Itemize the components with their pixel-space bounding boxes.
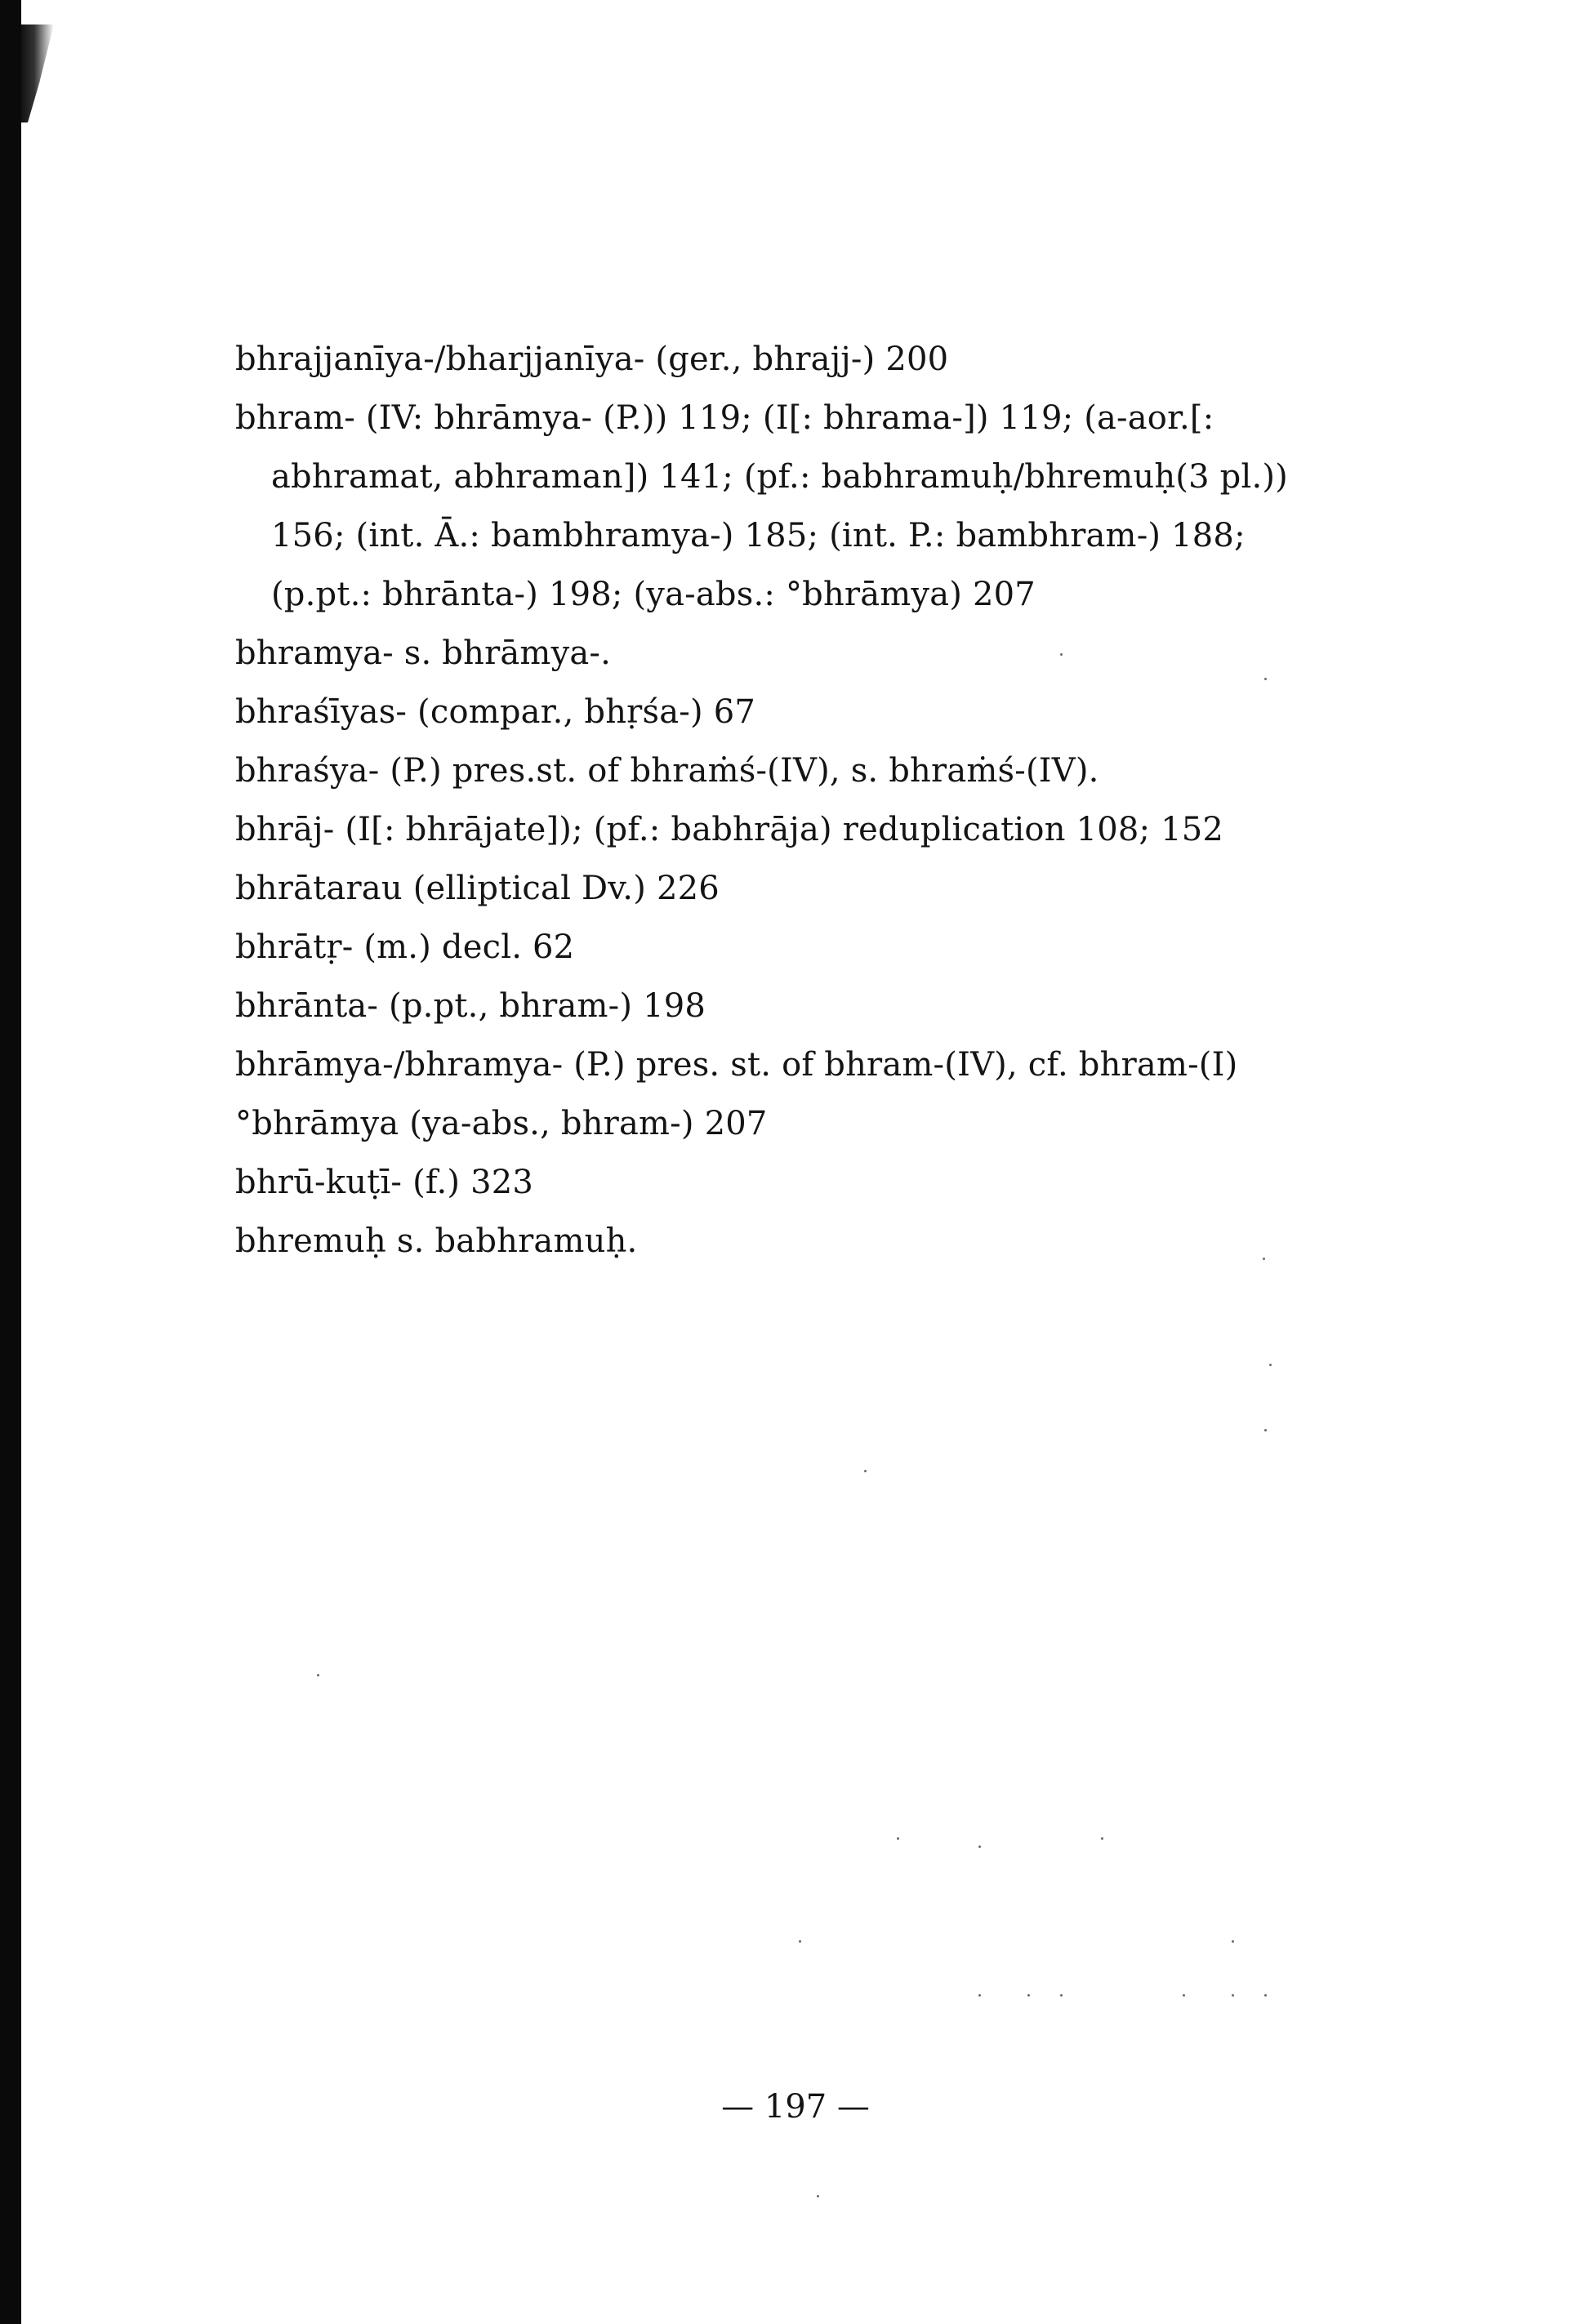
scan-speck — [1264, 1994, 1267, 1997]
scan-speck — [978, 1994, 981, 1997]
scan-speck — [1263, 1258, 1265, 1260]
index-entry — [235, 859, 1379, 918]
entry-line: bhram- (IV: bhrāmya- (P.)) 119; (I[: bhrama-]) 119; (a-aor.[: — [235, 399, 1214, 437]
scan-speck — [1101, 1837, 1103, 1840]
scan-speck — [1269, 1364, 1272, 1366]
index-entry — [235, 800, 1379, 859]
entry-line: bhraśīyas- (compar., bhṛśa-) 67 — [235, 693, 756, 731]
scan-speck — [897, 1837, 899, 1840]
entry-line: bhrū-kuṭī- (f.) 323 — [235, 1164, 534, 1201]
index-entry — [235, 1212, 1379, 1271]
entry-line: bhrajjanīya-/bharjjanīya- (ger., bhrajj-) 200 — [235, 341, 949, 378]
index-entry — [235, 1153, 1379, 1212]
index-entry — [235, 977, 1379, 1035]
scan-speck — [1232, 1994, 1234, 1997]
index-entry — [235, 389, 1379, 624]
scan-binding-edge — [0, 0, 21, 2324]
index-entry — [235, 330, 1379, 389]
scan-speck — [1183, 1994, 1185, 1997]
scan-smudge — [21, 24, 54, 122]
scan-speck — [1060, 1994, 1063, 1997]
entry-continuation-line: 156; (int. Ā.: bambhramya-) 185; (int. P.: bambhram-) 188; — [271, 517, 1246, 554]
scan-speck — [817, 2195, 819, 2197]
entry-line: bhraśya- (P.) pres.st. of bhraṁś-(IV), s. bhraṁś-(IV). — [235, 752, 1099, 790]
scan-speck — [1060, 653, 1063, 656]
index-entry — [235, 1094, 1379, 1153]
index-entry — [235, 918, 1379, 977]
index-entry — [235, 741, 1379, 800]
scan-speck — [1264, 678, 1267, 680]
entry-continuation-line: abhramat, abhraman]) 141; (pf.: babhramuḥ/bhremuḥ(3 pl.)) — [271, 458, 1288, 496]
scan-speck — [1264, 1429, 1267, 1431]
entry-line: bhremuḥ s. babhramuḥ. — [235, 1222, 638, 1260]
entry-line: bhrānta- (p.pt., bhram-) 198 — [235, 987, 706, 1025]
entry-line: bhrātṛ- (m.) decl. 62 — [235, 928, 575, 966]
entry-line: bhrātarau (elliptical Dv.) 226 — [235, 870, 720, 907]
entry-line: bhramya- s. bhrāmya-. — [235, 634, 612, 672]
entry-line: bhrāmya-/bhramya- (P.) pres. st. of bhram-(IV), cf. bhram-(I) — [235, 1046, 1238, 1084]
entry-continuation-line: (p.pt.: bhrānta-) 198; (ya-abs.: °bhrāmya) 207 — [271, 576, 1036, 613]
scan-speck — [864, 1470, 867, 1472]
scan-speck — [978, 1845, 981, 1848]
entry-line: bhrāj- (I[: bhrājate]); (pf.: babhrāja) reduplication 108; 152 — [235, 811, 1224, 848]
scan-speck — [799, 1940, 801, 1943]
index-entry — [235, 1035, 1379, 1094]
page-number: — 197 — — [721, 2088, 870, 2126]
index-entry — [235, 624, 1379, 683]
index-entries — [235, 330, 1379, 1271]
entry-line: °bhrāmya (ya-abs., bhram-) 207 — [235, 1105, 768, 1142]
scan-speck — [1027, 1994, 1030, 1997]
scan-speck — [1232, 1940, 1234, 1943]
index-entry — [235, 683, 1379, 741]
scan-speck — [317, 1674, 319, 1676]
